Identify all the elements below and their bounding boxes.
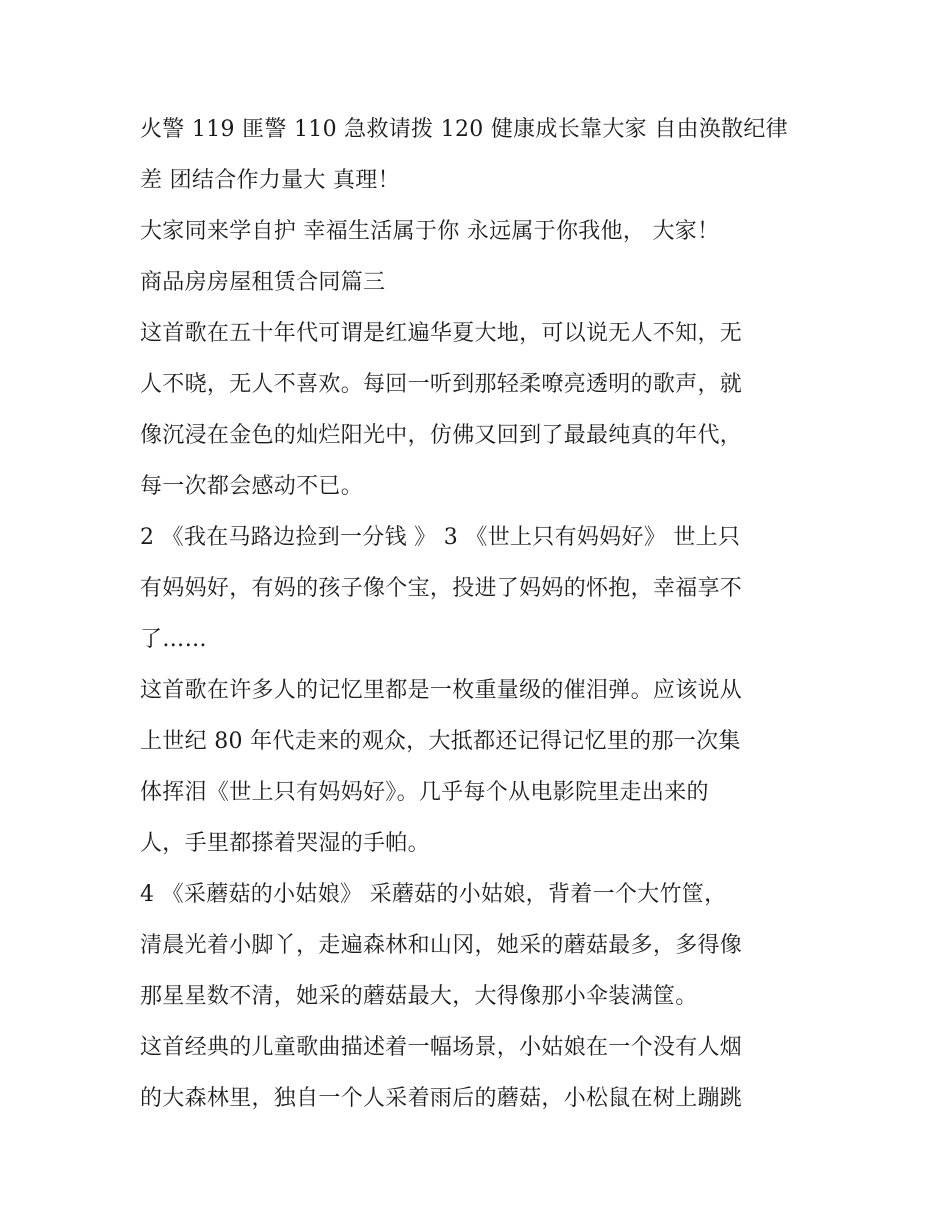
text-line: 像沉浸在金色的灿烂阳光中，仿佛又回到了最最纯真的年代， xyxy=(140,423,743,448)
text-line: 清晨光着小脚丫，走遍森林和山冈，她采的蘑菇最多，多得像 xyxy=(140,933,743,958)
text-line: 了…… xyxy=(140,627,207,652)
section-heading: 商品房房屋租赁合同篇三 xyxy=(140,270,386,295)
text-line: 这首歌在五十年代可谓是红遍华夏大地，可以说无人不知，无 xyxy=(140,321,743,346)
text-line: 的大森林里，独自一个人采着雨后的蘑菇，小松鼠在树上蹦跳 xyxy=(140,1086,743,1111)
text-line: 每一次都会感动不已。 xyxy=(140,474,364,499)
text-line: 体挥泪《世上只有妈妈好》。几乎每个从电影院里走出来的 xyxy=(140,780,709,805)
text-line: 这首歌在许多人的记忆里都是一枚重量级的催泪弹。应该说从 xyxy=(140,678,743,703)
text-line: 这首经典的儿童歌曲描述着一幅场景，小姑娘在一个没有人烟 xyxy=(140,1035,743,1060)
text-line: 火警 119 匪警 110 急救请拨 120 健康成长靠大家 自由涣散纪律 xyxy=(140,117,789,142)
text-line: 4 《采蘑菇的小姑娘》 采蘑菇的小姑娘，背着一个大竹筐， xyxy=(140,882,727,907)
text-line: 人，手里都搽着哭湿的手帕。 xyxy=(140,831,430,856)
text-line: 大家同来学自护 幸福生活属于你 永远属于你我他， 大家！ xyxy=(140,219,720,244)
text-line: 有妈妈好，有妈的孩子像个宝，投进了妈妈的怀抱，幸福享不 xyxy=(140,576,743,601)
text-line: 差 团结合作力量大 真理！ xyxy=(140,168,400,193)
document-body xyxy=(140,108,820,1128)
text-line: 上世纪 80 年代走来的观众，大抵都还记得记忆里的那一次集 xyxy=(140,729,741,754)
text-line: 2 《我在马路边捡到一分钱 》 3 《世上只有妈妈好》 世上只 xyxy=(140,525,741,550)
text-line: 人不晓，无人不喜欢。每回一听到那轻柔嘹亮透明的歌声，就 xyxy=(140,372,743,397)
text-line: 那星星数不清，她采的蘑菇最大，大得像那小伞装满筐。 xyxy=(140,984,698,1009)
